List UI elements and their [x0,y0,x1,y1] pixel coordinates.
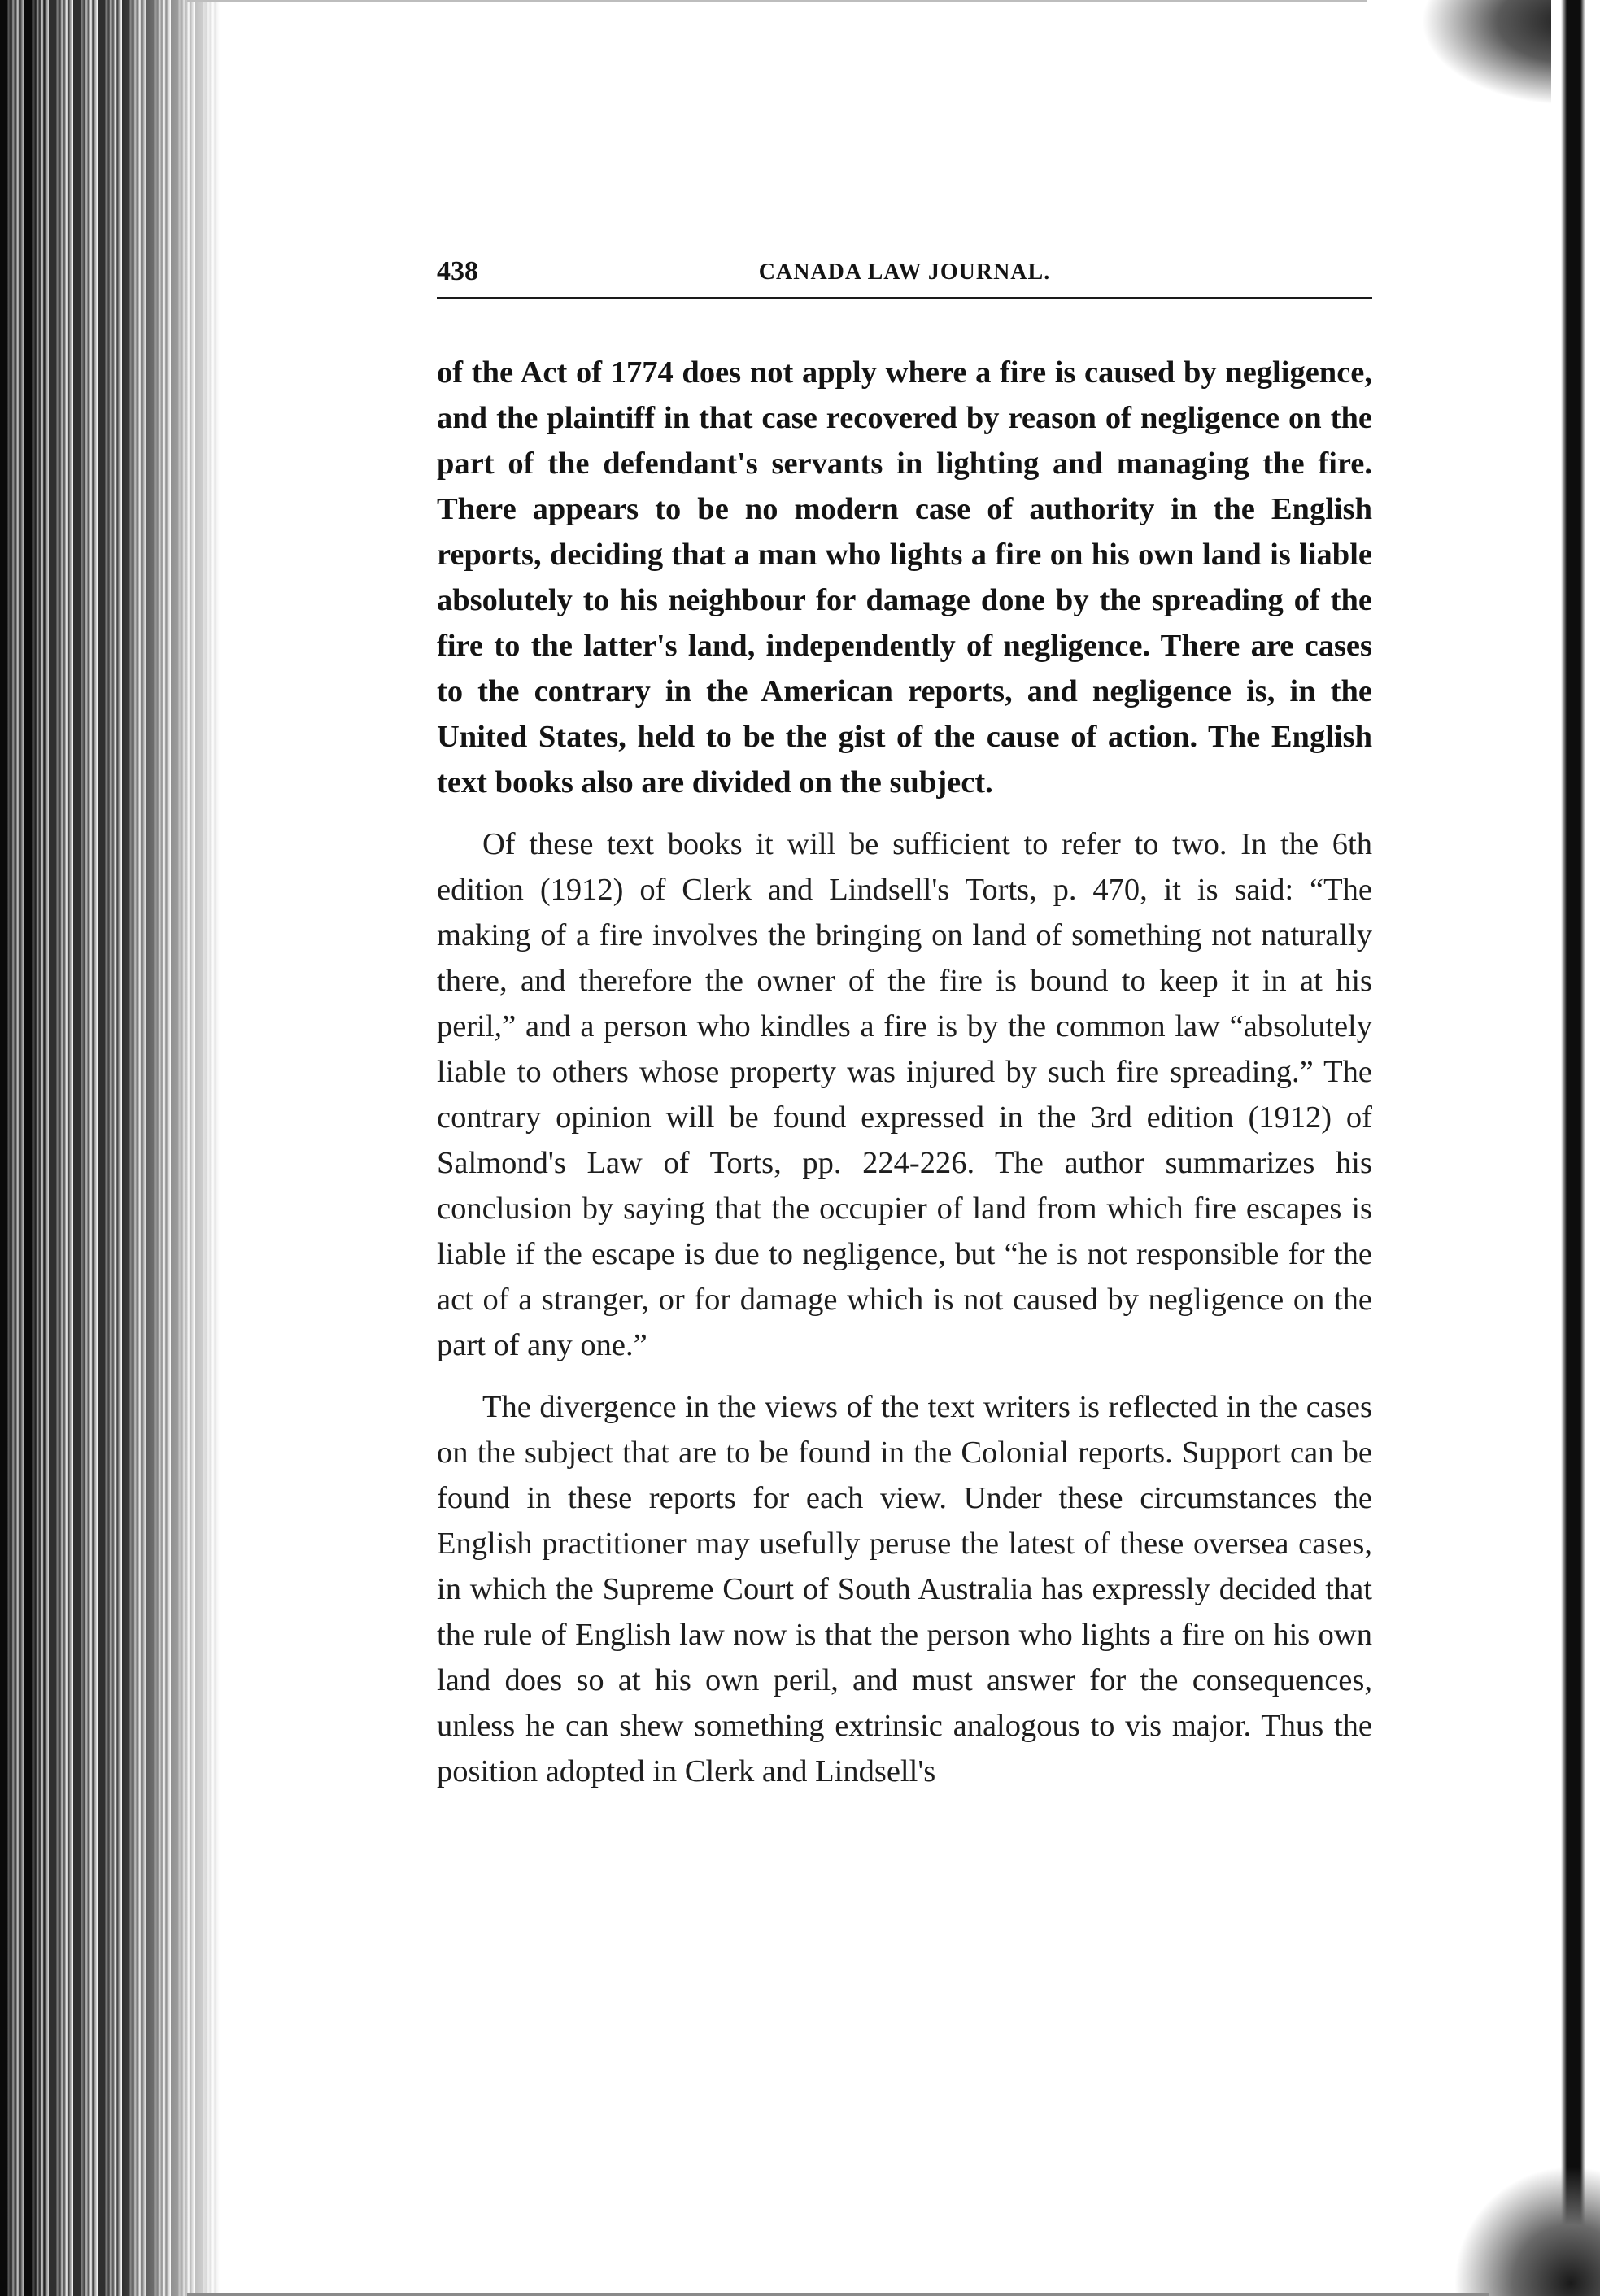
page-right-edge [1551,0,1600,2296]
scan-top-edge [187,0,1367,2]
body-text [437,350,1372,1794]
journal-title: CANADA LAW JOURNAL. [758,259,1051,285]
page-corner-bottom-right [1454,2166,1600,2296]
binding-fade [122,0,228,2296]
running-head [437,248,1372,299]
paragraph-1: of the Act of 1774 does not apply where a fire is caused by negligence, and the plaintiff in that case recovered by reason of negligence on the part of the defendant's servants in lighting and managing the fire. There appears to be no modern case of authority in the English reports, deciding that a man who lights a fire on his own land is liable absolutely to his neighbour for damage done by the spreading of the fire to the latter's land, independently of negligence. There are cases to the contrary in the American reports, and negligence is, in the United States, held to be the gist of the cause of action. The English text books also are divided on the subject. [437,355,1372,799]
paragraph-2: Of these text books it will be sufficient to refer to two. In the 6th edition (1912) of Clerk and Lindsell's Torts, p. 470, it is said: “The making of a fire involves the bringing on land of something not naturally there, and therefore the owner of the fire is bound to keep it in at his peril,” and a person who kindles a fire is by the common law “absolutely liable to others whose property was injured by such fire spreading.” The contrary opinion will be found expressed in the 3rd edition (1912) of Salmond's Law of Torts, pp. 224-226. The author summarizes his conclusion by saying that the occupier of land from which fire escapes is liable if the escape is due to negligence, but “he is not responsible for the act of a stranger, or for damage which is not caused by negligence on the part of any one.” [437,827,1372,1362]
scan-bottom-edge [187,2293,1489,2296]
document-page [437,248,1372,1810]
paragraph-3: The divergence in the views of the text writers is reflected in the cases on the subject that are to be found in the Colonial reports. Support can be found in these reports for each view. Under these circumstances the English practitioner may usefully peruse the latest of these oversea cases, in which the Supreme Court of South Australia has expressly decided that the rule of English law now is that the person who lights a fire on his own land does so at his own peril, and must answer for the consequences, unless he can shew something extrinsic analogous to vis major. Thus the position adopted in Clerk and Lindsell's [437,1390,1372,1788]
page-number: 438 [437,256,478,286]
